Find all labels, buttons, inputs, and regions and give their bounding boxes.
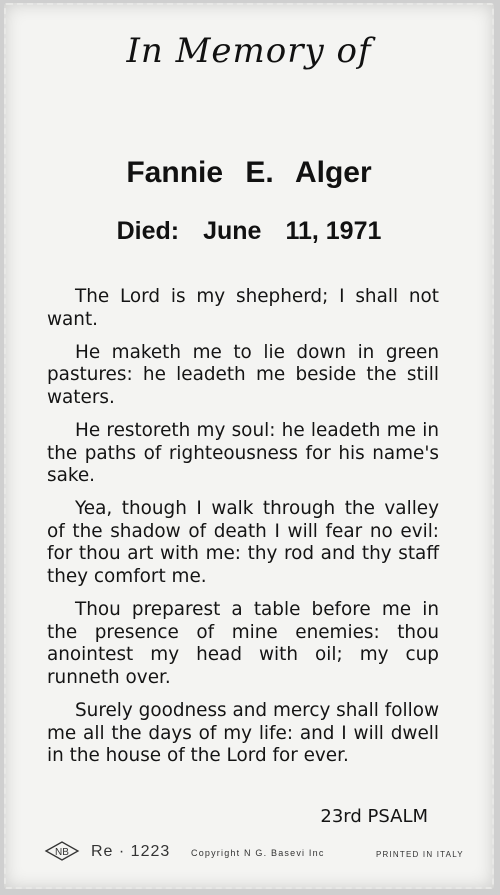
psalm-verse-4: Yea, though I walk through the valley of the shadow of death I will fear no evil: for thou art with me: thy rod and thy staff they comfort me.	[47, 498, 439, 588]
death-date-line	[4, 217, 494, 246]
card-footer	[44, 841, 474, 865]
psalm-attribution: 23rd PSALM	[320, 806, 428, 827]
memorial-card	[4, 3, 494, 889]
logo-text: NB	[55, 847, 69, 858]
psalm-verse-2: He maketh me to lie down in green pastures: he leadeth me beside the still waters.	[47, 341, 439, 408]
card-heading: In Memory of	[126, 31, 372, 71]
deceased-name: Fannie E. Alger	[126, 156, 372, 189]
psalm-verse-3: He restoreth my soul: he leadeth me in the paths of righteousness for his name's sake.	[47, 419, 439, 487]
died-label: Died:	[116, 217, 180, 245]
catalog-number: Re · 1223	[91, 843, 171, 860]
died-month: June	[203, 217, 262, 245]
copyright-notice: Copyright N G. Basevi Inc	[191, 848, 325, 858]
publisher-diamond-logo-icon	[44, 841, 80, 861]
psalm-text	[47, 286, 439, 778]
psalm-verse-1: The Lord is my shepherd; I shall not want.	[47, 286, 439, 330]
psalm-verse-6: Surely goodness and mercy shall follow me all the days of my life: and I will dwell in the house of the Lord for ever.	[47, 700, 439, 767]
died-day-year: 11, 1971	[285, 217, 382, 245]
psalm-verse-5: Thou preparest a table before me in the presence of mine enemies: thou anointest my head with oil; my cup runneth over.	[47, 599, 439, 688]
printed-in-notice: PRINTED IN ITALY	[376, 850, 464, 859]
